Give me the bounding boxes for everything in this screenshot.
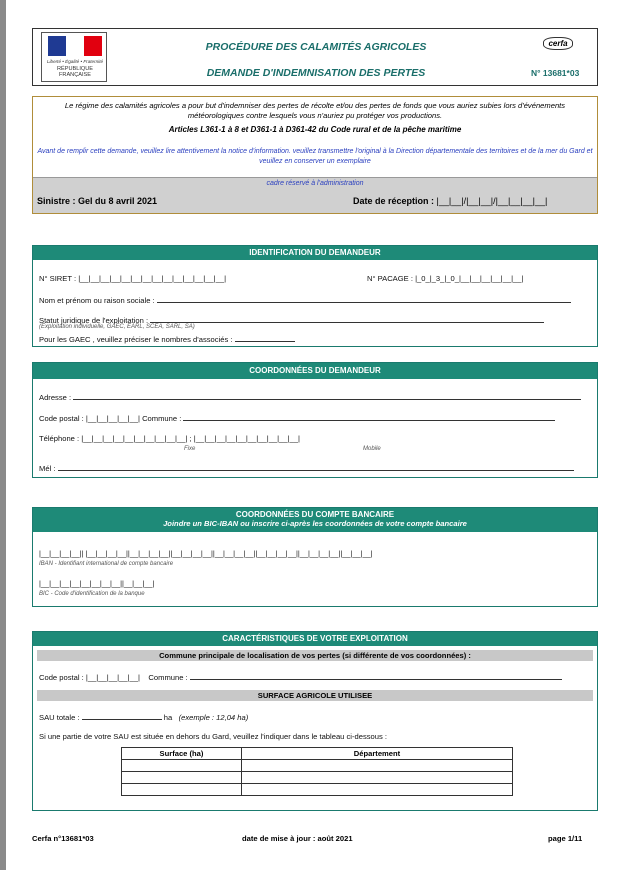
date-reception-field[interactable]: |__|__|/|__|__|/|__|__|__|__| <box>436 196 548 206</box>
exploit-commune-label: Commune : <box>148 673 188 682</box>
gaec-row[interactable] <box>39 334 295 344</box>
bancaire-subtitle: Joindre un BIC-IBAN ou inscrire ci-après les coordonnées de votre compte bancaire <box>163 519 467 528</box>
siret-row[interactable] <box>39 274 226 283</box>
intro-notice: Avant de remplir cette demande, veuillez lire attentivement la notice d'information. veuillez transmettre l'original à la Direction départementale des territoires et de la mer du Gard et veuillez en conserver un exemplaire <box>37 148 593 165</box>
exploitation-title: CARACTÉRISTIQUES DE VOTRE EXPLOITATION <box>33 632 597 646</box>
form-subtitle: DEMANDE D'INDEMNISATION DES PERTES <box>206 67 426 79</box>
surface-cell[interactable] <box>122 760 242 772</box>
siret-label: N° SIRET : <box>39 274 77 283</box>
phone-label: Téléphone : <box>39 434 80 443</box>
commune-label: Commune : <box>142 414 182 423</box>
sau-input[interactable] <box>82 712 162 720</box>
statut-label: Statut juridique de l'exploitation : <box>39 316 149 325</box>
surface-table-header <box>122 748 513 760</box>
name-row[interactable] <box>39 295 571 305</box>
name-input[interactable] <box>157 295 571 303</box>
address-label: Adresse : <box>39 393 72 402</box>
exploit-postal-field[interactable]: |__|__|__|__|__| <box>85 673 140 682</box>
iban-field[interactable]: |__|__|__|__|| |__|__|__|__||__|__|__|__||__|__|__|__||__|__|__|__||__|__|__|__||__|__|__|__||__|__|__| <box>39 549 373 558</box>
address-row[interactable] <box>39 392 581 402</box>
departement-cell[interactable] <box>242 760 513 772</box>
coordonnees-section <box>32 362 598 478</box>
commune-band: Commune principale de localisation de vos pertes (si différente de vos coordonnées) : <box>37 650 593 661</box>
form-page <box>6 0 618 870</box>
mail-label: Mél : <box>39 464 56 473</box>
sau-note: Si une partie de votre SAU est située en dehors du Gard, veuillez l'indiquer dans le tableau ci-dessous : <box>39 732 388 741</box>
logo-motto: Liberté • Égalité • Fraternité <box>46 59 104 64</box>
gaec-label: Pour les GAEC , veuillez préciser le nombres d'associés : <box>39 335 233 344</box>
cerfa-logo: cerfa <box>543 37 573 50</box>
bancaire-section <box>32 507 598 607</box>
gaec-input[interactable] <box>235 334 295 342</box>
mail-row[interactable] <box>39 463 574 473</box>
form-title: PROCÉDURE DES CALAMITÉS AGRICOLES <box>205 41 427 53</box>
pacage-field[interactable]: |_0_|_3_|_0_|__|__|__|__|__|__| <box>415 274 524 283</box>
bic-field[interactable]: |__|__|__|__|__|__|__|__||__|__|__| <box>39 579 155 588</box>
date-reception-label: Date de réception : <box>353 196 435 206</box>
bancaire-title: COORDONNÉES DU COMPTE BANCAIRE <box>235 510 395 519</box>
surface-cell[interactable] <box>122 784 242 796</box>
bancaire-header <box>33 508 597 532</box>
form-header <box>32 28 598 86</box>
pacage-label: N° PACAGE : <box>367 274 413 283</box>
intro-paragraph: Le régime des calamités agricoles a pour but d'indemniser des pertes de récolte et/ou des pertes de fonds que vous auriez subies lors d'événements météorologiques contre lesquels vous n'auriez pu protéger vos productions. <box>64 101 566 120</box>
exploitation-section <box>32 631 598 811</box>
exploit-postal-label: Code postal : <box>39 673 84 682</box>
phone-fixe-field[interactable]: |__|__|__|__|__|__|__|__|__|__| <box>81 434 188 443</box>
intro-articles: Articles L361-1 à 8 et D361-1 à D361-42 du Code rural et de la pêche maritime <box>168 125 462 134</box>
coordonnees-title: COORDONNÉES DU DEMANDEUR <box>33 363 597 379</box>
address-input[interactable] <box>73 392 581 400</box>
departement-header: Département <box>242 748 513 760</box>
admin-reserved-band <box>33 177 597 213</box>
table-row[interactable] <box>122 760 513 772</box>
identification-section <box>32 245 598 347</box>
footer-page: page 1/11 <box>548 834 583 843</box>
surface-cell[interactable] <box>122 772 242 784</box>
sau-unit: ha <box>163 713 173 722</box>
bic-label: BIC - Code d'identification de la banque <box>39 591 145 597</box>
departement-cell[interactable] <box>242 772 513 784</box>
postal-label: Code postal : <box>39 414 84 423</box>
surface-header: Surface (ha) <box>122 748 242 760</box>
mail-input[interactable] <box>58 463 574 471</box>
identification-title: IDENTIFICATION DU DEMANDEUR <box>33 246 597 260</box>
table-row[interactable] <box>122 784 513 796</box>
fixe-label: Fixe <box>184 446 196 452</box>
commune-input[interactable] <box>183 413 555 421</box>
exploit-commune-input[interactable] <box>190 672 562 680</box>
sau-label: SAU totale : <box>39 713 80 722</box>
intro-box <box>32 96 598 214</box>
footer-cerfa: Cerfa n°13681*03 <box>32 834 94 843</box>
siret-field[interactable]: |__|__|__|__|__|__|__|__|__|__|__|__|__|__| <box>78 274 227 283</box>
sau-band: SURFACE AGRICOLE UTILISEE <box>37 690 593 701</box>
cerfa-number: N° 13681*03 <box>531 68 580 78</box>
iban-label: IBAN - Identifiant international de compte bancaire <box>39 561 174 567</box>
name-label: Nom et prénom ou raison sociale : <box>39 296 155 305</box>
sinistre-label: Sinistre : Gel du 8 avril 2021 <box>37 196 158 206</box>
phone-separator: ; <box>189 434 192 443</box>
phone-mobile-field[interactable]: |__|__|__|__|__|__|__|__|__|__| <box>193 434 300 443</box>
pacage-row[interactable] <box>367 274 523 283</box>
postal-row[interactable] <box>39 413 555 423</box>
date-reception[interactable] <box>353 196 547 206</box>
departement-cell[interactable] <box>242 784 513 796</box>
sau-row[interactable] <box>39 712 248 722</box>
phone-row[interactable] <box>39 434 300 443</box>
exploit-postal-row[interactable] <box>39 672 562 682</box>
admin-reserved-label: cadre réservé à l'administration <box>266 180 364 187</box>
surface-table <box>121 747 513 796</box>
table-row[interactable] <box>122 772 513 784</box>
statut-input[interactable] <box>150 315 544 323</box>
mobile-label: Mobile <box>363 446 381 452</box>
sau-example: (exemple : 12,04 ha) <box>178 713 249 722</box>
footer-date: date de mise à jour : août 2021 <box>242 834 353 843</box>
statut-hint: (Exploitation individuelle, GAEC, EARL, SCEA, SARL, SA) <box>39 324 195 330</box>
logo-republic: RÉPUBLIQUE FRANÇAISE <box>56 66 94 78</box>
postal-field[interactable]: |__|__|__|__|__| <box>85 414 140 423</box>
